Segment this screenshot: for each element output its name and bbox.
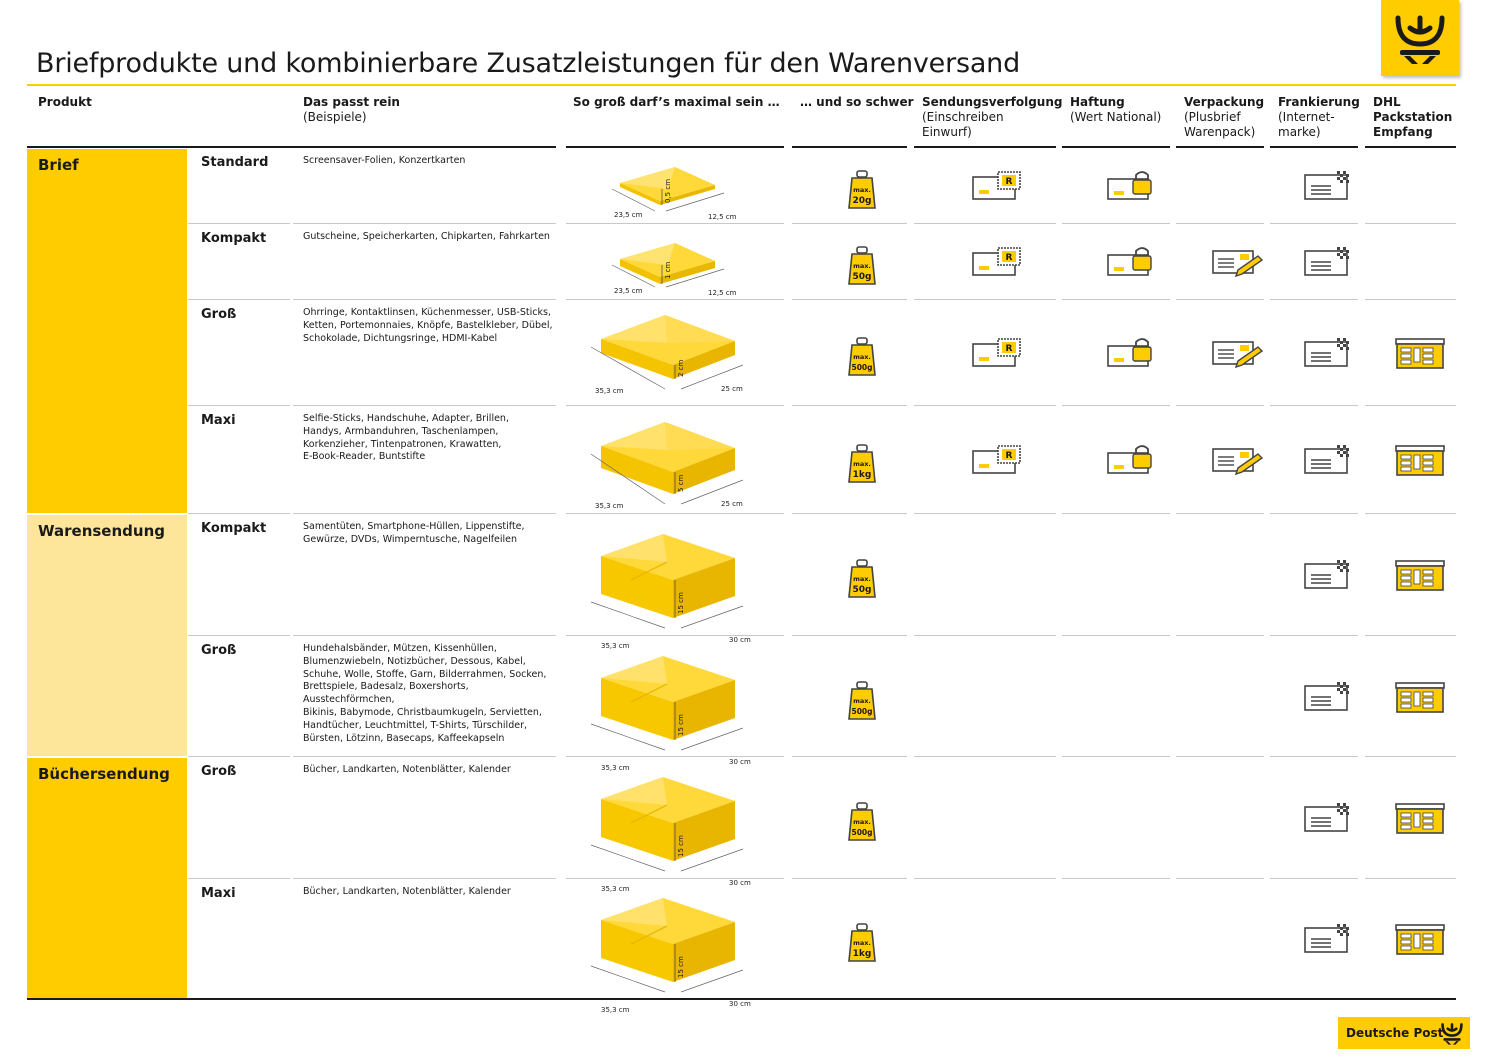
row-divider xyxy=(1062,223,1170,224)
dimension-width: 30 cm xyxy=(729,879,751,887)
bottom-rule xyxy=(27,998,1456,1000)
svg-text:R: R xyxy=(1005,344,1013,354)
row-divider xyxy=(914,405,1056,406)
row-divider xyxy=(1270,878,1358,879)
packstation-icon xyxy=(1393,443,1447,481)
svg-text:max.: max. xyxy=(853,818,871,826)
svg-text:R: R xyxy=(1005,177,1013,187)
examples-line: Handys, Armbanduhren, Taschenlampen, xyxy=(303,425,499,437)
category-brief: Brief xyxy=(27,149,187,513)
header-rule xyxy=(1365,146,1456,148)
examples-line: Gewürze, DVDs, Wimperntusche, Nagelfeilen xyxy=(303,533,518,545)
row-divider xyxy=(188,405,290,406)
padlock-letter-icon xyxy=(1104,169,1158,207)
row-divider xyxy=(566,878,784,879)
header-verfolgung: Sendungsverfolgung (Einschreiben Einwurf) xyxy=(922,95,1063,139)
examples-line: Brettspiele, Badesalz, Boxershorts, Ausstechförmchen, xyxy=(303,681,469,706)
row-divider xyxy=(914,635,1056,636)
envelope-box-icon xyxy=(600,231,770,305)
product-variant-label: Kompakt xyxy=(201,521,267,536)
svg-text:500g: 500g xyxy=(851,363,873,372)
dimension-width: 30 cm xyxy=(729,636,751,644)
examples-line: Ketten, Portemonnaies, Knöpfe, Bastelkleber, Dübel, xyxy=(303,319,553,331)
envelope-box-icon xyxy=(583,408,753,516)
row-divider xyxy=(1062,878,1170,879)
row-divider xyxy=(792,405,907,406)
registered-letter-icon xyxy=(970,245,1024,283)
row-divider xyxy=(914,299,1056,300)
svg-text:max.: max. xyxy=(853,186,871,194)
row-divider xyxy=(188,513,290,514)
row-divider xyxy=(914,223,1056,224)
packstation-icon xyxy=(1393,558,1447,596)
header-rule xyxy=(27,146,556,148)
row-divider xyxy=(1176,878,1264,879)
stamp-envelope-icon xyxy=(1301,443,1355,481)
pencil-envelope-icon xyxy=(1210,443,1264,481)
product-variant-label: Standard xyxy=(201,155,269,170)
examples-text xyxy=(303,231,558,244)
row-divider xyxy=(188,756,290,757)
svg-text:max.: max. xyxy=(853,460,871,468)
row-divider xyxy=(293,635,556,636)
row-divider xyxy=(1176,299,1264,300)
row-divider xyxy=(1270,299,1358,300)
row-divider xyxy=(1365,756,1456,757)
registered-letter-icon xyxy=(970,336,1024,374)
svg-text:50g: 50g xyxy=(852,585,872,595)
row-divider xyxy=(1365,405,1456,406)
row-divider xyxy=(914,513,1056,514)
page-title: Briefprodukte und kombinierbare Zusatzleistungen für den Warenversand xyxy=(36,48,1021,79)
row-divider xyxy=(1176,223,1264,224)
row-divider xyxy=(1176,635,1264,636)
padlock-letter-icon xyxy=(1104,443,1158,481)
header-gewicht: … und so schwer xyxy=(800,95,914,109)
svg-text:max.: max. xyxy=(853,575,871,583)
row-divider xyxy=(1270,405,1358,406)
dimension-height: 5 cm xyxy=(677,474,685,492)
header-dhl: DHL Packstation Empfang xyxy=(1373,95,1453,139)
examples-text xyxy=(303,764,558,777)
registered-letter-icon xyxy=(970,169,1024,207)
header-inhalt: Das passt rein (Beispiele) xyxy=(303,95,400,124)
examples-text xyxy=(303,643,558,745)
envelope-box-icon xyxy=(583,644,753,772)
dimension-height: 2 cm xyxy=(677,359,685,377)
envelope-box-icon xyxy=(583,522,753,650)
dimension-length: 23,5 cm xyxy=(614,287,643,295)
examples-line: Handtücher, Leuchtmittel, T-Shirts, Türschilder, xyxy=(303,719,527,731)
pencil-envelope-icon xyxy=(1210,336,1264,374)
product-variant-label: Groß xyxy=(201,307,237,322)
row-divider xyxy=(293,756,556,757)
examples-line: Ohrringe, Kontaktlinsen, Küchenmesser, USB-Sticks, xyxy=(303,307,551,318)
dimension-width: 12,5 cm xyxy=(708,289,737,297)
examples-line: Blumenzwiebeln, Notizbücher, Dessous, Kabel, xyxy=(303,655,526,667)
dimension-length: 35,3 cm xyxy=(601,642,630,650)
weight-icon xyxy=(847,923,877,967)
row-divider xyxy=(188,223,290,224)
examples-text xyxy=(303,521,558,547)
header-rule xyxy=(792,146,907,148)
row-divider xyxy=(792,756,907,757)
weight-icon xyxy=(847,559,877,603)
dimension-height: 15 cm xyxy=(677,956,685,978)
svg-text:50g: 50g xyxy=(852,272,872,282)
row-divider xyxy=(1270,756,1358,757)
examples-line: Gutscheine, Speicherkarten, Chipkarten, Fahrkarten xyxy=(303,231,550,242)
svg-text:max.: max. xyxy=(853,353,871,361)
row-divider xyxy=(914,756,1056,757)
dimension-length: 35,3 cm xyxy=(595,387,624,395)
row-divider xyxy=(1365,878,1456,879)
weight-icon xyxy=(847,337,877,381)
svg-text:max.: max. xyxy=(853,696,871,705)
header-frankierung: Frankierung (Internet- marke) xyxy=(1278,95,1360,139)
row-divider xyxy=(293,223,556,224)
header-rule xyxy=(566,146,784,148)
examples-text xyxy=(303,155,558,168)
examples-line: Bücher, Landkarten, Notenblätter, Kalender xyxy=(303,886,511,897)
svg-text:R: R xyxy=(1005,253,1013,263)
header-produkt: Produkt xyxy=(38,95,92,109)
examples-line: Screensaver-Folien, Konzertkarten xyxy=(303,155,466,166)
header-rule xyxy=(1270,146,1358,148)
deutsche-post-logo xyxy=(1381,0,1459,76)
padlock-letter-icon xyxy=(1104,336,1158,374)
envelope-box-icon xyxy=(583,765,753,893)
stamp-envelope-icon xyxy=(1301,680,1355,718)
stamp-envelope-icon xyxy=(1301,245,1355,283)
row-divider xyxy=(1365,513,1456,514)
row-divider xyxy=(1062,513,1170,514)
row-divider xyxy=(188,299,290,300)
dimension-width: 12,5 cm xyxy=(708,213,737,221)
stamp-envelope-icon xyxy=(1301,801,1355,839)
row-divider xyxy=(1176,405,1264,406)
row-divider xyxy=(1270,513,1358,514)
dimension-width: 25 cm xyxy=(721,500,743,508)
dimension-height: 15 cm xyxy=(677,592,685,614)
examples-text xyxy=(303,307,558,345)
svg-text:max.: max. xyxy=(853,262,871,270)
header-rule xyxy=(1176,146,1264,148)
svg-text:max.: max. xyxy=(853,939,871,947)
row-divider xyxy=(293,513,556,514)
examples-line: Hundehalsbänder, Mützen, Kissenhüllen, xyxy=(303,643,497,654)
dimension-length: 35,3 cm xyxy=(601,763,630,772)
examples-text xyxy=(303,413,558,464)
dimension-length: 35,3 cm xyxy=(601,885,630,893)
row-divider xyxy=(1270,635,1358,636)
row-divider xyxy=(1062,756,1170,757)
weight-icon xyxy=(847,246,877,290)
stamp-envelope-icon xyxy=(1301,558,1355,596)
packstation-icon xyxy=(1393,336,1447,374)
registered-letter-icon xyxy=(970,443,1024,481)
product-variant-label: Maxi xyxy=(201,413,236,428)
row-divider xyxy=(1176,513,1264,514)
row-divider xyxy=(188,878,290,879)
examples-line: Bücher, Landkarten, Notenblätter, Kalender xyxy=(303,764,511,775)
dimension-width: 25 cm xyxy=(721,385,743,393)
row-divider xyxy=(1062,635,1170,636)
svg-text:1kg: 1kg xyxy=(852,949,872,959)
dimension-height: 15 cm xyxy=(677,713,685,736)
examples-line: Bürsten, Lötzinn, Basecaps, Kaffeekapseln xyxy=(303,732,505,744)
envelope-box-icon xyxy=(583,886,753,1014)
dimension-height: 15 cm xyxy=(677,835,685,857)
dimension-length: 35,3 cm xyxy=(595,502,624,510)
row-divider xyxy=(293,299,556,300)
row-divider xyxy=(293,405,556,406)
stamp-envelope-icon xyxy=(1301,922,1355,960)
packstation-icon xyxy=(1393,680,1447,718)
envelope-box-icon xyxy=(600,155,770,229)
dimension-length: 23,5 cm xyxy=(614,211,643,219)
weight-icon xyxy=(847,802,877,846)
row-divider xyxy=(1365,635,1456,636)
row-divider xyxy=(1365,299,1456,300)
dimension-width: 30 cm xyxy=(729,757,751,766)
dimension-width: 30 cm xyxy=(729,1000,751,1008)
title-divider xyxy=(27,84,1456,86)
packstation-icon xyxy=(1393,801,1447,839)
examples-line: Selfie-Sticks, Handschuhe, Adapter, Brillen, xyxy=(303,413,509,424)
row-divider xyxy=(293,878,556,879)
header-rule xyxy=(914,146,1056,148)
svg-text:500g: 500g xyxy=(851,828,873,837)
svg-text:1kg: 1kg xyxy=(852,470,872,480)
weight-icon xyxy=(847,681,877,725)
examples-text xyxy=(303,886,558,899)
row-divider xyxy=(566,756,784,757)
deutsche-post-wordmark: Deutsche Post xyxy=(1338,1017,1470,1049)
row-divider xyxy=(188,635,290,636)
row-divider xyxy=(566,635,784,636)
product-variant-label: Maxi xyxy=(201,886,236,901)
row-divider xyxy=(792,513,907,514)
post-horn-icon xyxy=(1439,1021,1465,1045)
svg-text:20g: 20g xyxy=(852,196,872,206)
stamp-envelope-icon xyxy=(1301,336,1355,374)
product-variant-label: Kompakt xyxy=(201,231,267,246)
row-divider xyxy=(1062,299,1170,300)
envelope-box-icon xyxy=(583,301,753,409)
header-verpackung: Verpackung (Plusbrief Warenpack) xyxy=(1184,95,1265,139)
row-divider xyxy=(792,635,907,636)
dimension-length: 35,3 cm xyxy=(601,1006,630,1014)
svg-text:R: R xyxy=(1005,451,1013,461)
row-divider xyxy=(1062,405,1170,406)
examples-line: Schuhe, Wolle, Stoffe, Garn, Bilderrahmen, Socken, xyxy=(303,668,547,680)
row-divider xyxy=(914,878,1056,879)
examples-line: E-Book-Reader, Buntstifte xyxy=(303,451,426,463)
header-rule xyxy=(1062,146,1170,148)
row-divider xyxy=(792,299,907,300)
header-haftung: Haftung (Wert National) xyxy=(1070,95,1162,124)
packstation-icon xyxy=(1393,922,1447,960)
row-divider xyxy=(1365,223,1456,224)
category-warensendung: Warensendung xyxy=(27,515,187,756)
product-variant-label: Groß xyxy=(201,764,237,779)
header-groesse: So groß darf’s maximal sein … xyxy=(573,95,780,109)
dimension-height: 1 cm xyxy=(664,261,672,279)
examples-line: Samentüten, Smartphone-Hüllen, Lippenstifte, xyxy=(303,521,525,532)
pencil-envelope-icon xyxy=(1210,245,1264,283)
weight-icon xyxy=(847,170,877,214)
row-divider xyxy=(1176,756,1264,757)
examples-line: Schokolade, Dichtungsringe, HDMI-Kabel xyxy=(303,332,498,344)
weight-icon xyxy=(847,444,877,488)
row-divider xyxy=(792,223,907,224)
examples-line: Bikinis, Babymode, Christbaumkugeln, Servietten, xyxy=(303,706,542,718)
row-divider xyxy=(792,878,907,879)
row-divider xyxy=(1270,223,1358,224)
post-horn-icon xyxy=(1390,10,1450,66)
category-buechersendung: Büchersendung xyxy=(27,758,187,998)
svg-text:500g: 500g xyxy=(851,706,873,716)
dimension-height: 0,5 cm xyxy=(664,178,672,203)
product-variant-label: Groß xyxy=(201,643,237,658)
padlock-letter-icon xyxy=(1104,245,1158,283)
stamp-envelope-icon xyxy=(1301,169,1355,207)
examples-line: Korkenzieher, Tintenpatronen, Krawatten, xyxy=(303,438,502,450)
